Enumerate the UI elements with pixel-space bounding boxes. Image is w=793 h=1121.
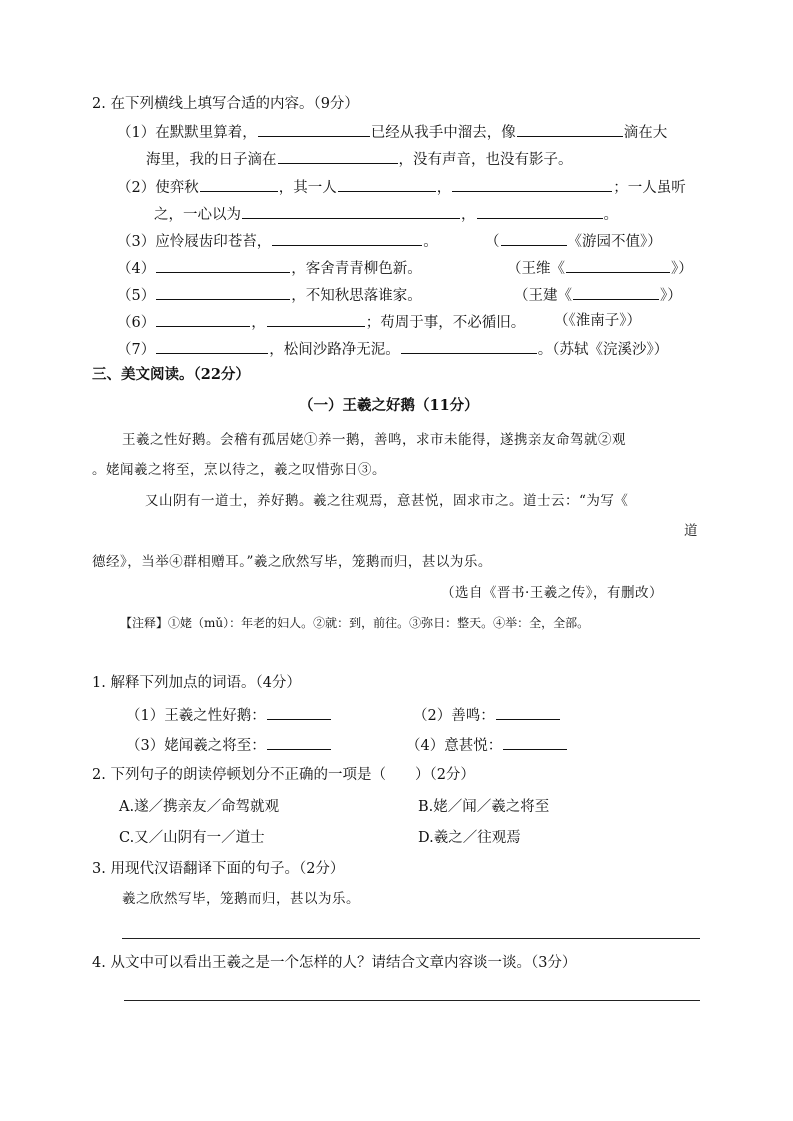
option-c[interactable]: C.又／山阴有一／道士 [119, 830, 265, 846]
q2-l7-text-b: ，不知秋思落谁家。 [291, 288, 422, 304]
q2-l7-text-d: 》） [660, 288, 682, 304]
q2-l6-text-c: （王维《 [507, 261, 565, 277]
q1-item-1-label: （1）王羲之性好鹅： [126, 708, 266, 724]
q2-l2-text-b: ，没有声音，也没有影子。 [398, 152, 573, 168]
passage-title: （一）王羲之好鹅（11分） [299, 397, 479, 414]
blank-input[interactable] [156, 284, 290, 300]
question-1-item-2 [413, 704, 561, 726]
q2-line-9 [117, 338, 668, 360]
blank-input[interactable] [401, 338, 537, 354]
q2-l2-text-a: 海里，我的日子滴在 [146, 152, 277, 168]
blank-input[interactable] [267, 734, 331, 750]
q2-line-8 [117, 311, 525, 333]
blank-input[interactable] [517, 121, 623, 137]
q1-item-3-label: （3）姥闻羲之将至： [126, 738, 266, 754]
q2-l5-text-c: （ [485, 234, 500, 250]
q2-l9-text-c: 。（苏轼《浣溪沙》） [537, 342, 669, 358]
blank-input[interactable] [272, 230, 422, 246]
blank-input[interactable] [258, 121, 370, 137]
q2-l7-text-c: （王建《 [514, 288, 572, 304]
question-1-item-4 [406, 734, 568, 756]
question-1-item-3 [126, 734, 332, 756]
answer-line-q4[interactable] [124, 1000, 700, 1001]
q2-line-5-source [485, 230, 662, 252]
q2-l9-text-a: （7） [117, 342, 156, 358]
blank-input[interactable] [503, 734, 567, 750]
q2-line-6-source [507, 257, 693, 279]
blank-input[interactable] [200, 176, 278, 192]
q2-l3-text-b: ，其一人 [278, 180, 337, 196]
blank-input[interactable] [477, 203, 603, 219]
passage-p1-line-2: 。姥闻羲之将至，烹以待之，羲之叹惜弥日③。 [92, 462, 386, 478]
q2-l5-text-b: 。 [423, 234, 438, 250]
q2-l9-text-b: ，松间沙路净无泥。 [269, 342, 400, 358]
blank-input[interactable] [566, 257, 670, 273]
question-1-item-1 [126, 704, 332, 726]
blank-input[interactable] [501, 230, 567, 246]
blank-input[interactable] [573, 284, 659, 300]
q2-line-3 [117, 176, 686, 198]
question-2: 2. 下列句子的朗读停顿划分不正确的一项是（ ）（2分） [92, 767, 475, 783]
q2-line-4 [154, 203, 618, 225]
blank-input[interactable] [278, 148, 398, 164]
q1-item-2-label: （2）善鸣： [413, 708, 495, 724]
q2-l6-text-a: （4） [117, 261, 156, 277]
q2-l5-text-a: （3）应怜屐齿印苍苔， [117, 234, 272, 250]
q2-l6-text-d: 》） [671, 261, 693, 277]
passage-p1-line-1: 王羲之性好鹅。会稽有孤居姥①养一鹅，善鸣，求市未能得，遂携亲友命驾就②观 [122, 432, 626, 448]
q2-l1-text-a: （1）在默默里算着， [117, 125, 257, 141]
q2-line-8-source: （《淮南子》） [554, 313, 641, 329]
passage-p2-line-3: 德经》，当举④群相赠耳。”羲之欣然写毕，笼鹅而归，甚以为乐。 [92, 554, 492, 570]
q2-l4-text-b: ， [461, 207, 476, 223]
q2-line-7-source [514, 284, 682, 306]
q2-l5-text-d: 《游园不值》） [567, 234, 662, 250]
q2-l3-text-c: ， [436, 180, 452, 196]
q1-item-4-label: （4）意甚悦： [406, 738, 503, 754]
option-b[interactable]: B.姥／闻／羲之将至 [418, 799, 550, 815]
q2-l8-text-c: ；苟周于事，不必循旧。 [365, 315, 526, 331]
question-4: 4. 从文中可以看出王羲之是一个怎样的人？请结合文章内容谈一谈。（3分） [92, 955, 577, 971]
blank-input[interactable] [156, 311, 250, 327]
passage-notes: 【注释】①姥（mǔ）：年老的妇人。②就：到，前往。③弥日：整天。④举：全，全部。 [120, 616, 590, 630]
passage-p2-line-2: 道 [684, 523, 698, 539]
q2-line-5 [117, 230, 438, 252]
blank-input[interactable] [156, 338, 268, 354]
q2-l3-text-a: （2）使弈秋 [117, 180, 199, 196]
blank-input[interactable] [496, 704, 560, 720]
question-3: 3. 用现代汉语翻译下面的句子。（2分） [92, 861, 345, 877]
q2-l7-text-a: （5） [117, 288, 156, 304]
answer-line-q3[interactable] [122, 938, 700, 939]
section-3-title: 三、美文阅读。（22分） [92, 366, 250, 383]
q2-line-6 [117, 257, 422, 279]
blank-input[interactable] [452, 176, 612, 192]
q2-l1-text-b: 已经从我手中溜去，像 [370, 125, 516, 141]
passage-source: （选自《晋书·王羲之传》，有删改） [441, 585, 664, 601]
q2-l8-text-b: ， [251, 315, 266, 331]
q2-l4-text-c: 。 [603, 207, 618, 223]
q2-title: 2. 在下列横线上填写合适的内容。（9分） [92, 96, 359, 112]
q2-l6-text-b: ，客舍青青柳色新。 [291, 261, 422, 277]
blank-input[interactable] [242, 203, 460, 219]
question-3-sentence: 羲之欣然写毕，笼鹅而归，甚以为乐。 [122, 891, 360, 907]
q2-line-7 [117, 284, 422, 306]
q2-l1-text-c: 滴在大 [623, 125, 668, 141]
q2-l4-text-a: 之，一心以为 [154, 207, 241, 223]
q2-l8-text-a: （6） [117, 315, 156, 331]
blank-input[interactable] [338, 176, 436, 192]
q2-line-1 [117, 121, 667, 143]
blank-input[interactable] [267, 704, 331, 720]
blank-input[interactable] [156, 257, 290, 273]
option-a[interactable]: A.遂／携亲友／命驾就观 [119, 799, 280, 815]
option-d[interactable]: D.羲之／往观焉 [418, 830, 521, 846]
question-1: 1. 解释下列加点的词语。（4分） [92, 675, 301, 691]
blank-input[interactable] [267, 311, 365, 327]
passage-p2-line-1: 又山阴有一道士，养好鹅。羲之往观焉，意甚悦，固求市之。道士云：“为写《 [145, 493, 629, 509]
q2-line-2 [146, 148, 573, 170]
q2-l3-text-d: ；一人虽听 [613, 180, 686, 196]
